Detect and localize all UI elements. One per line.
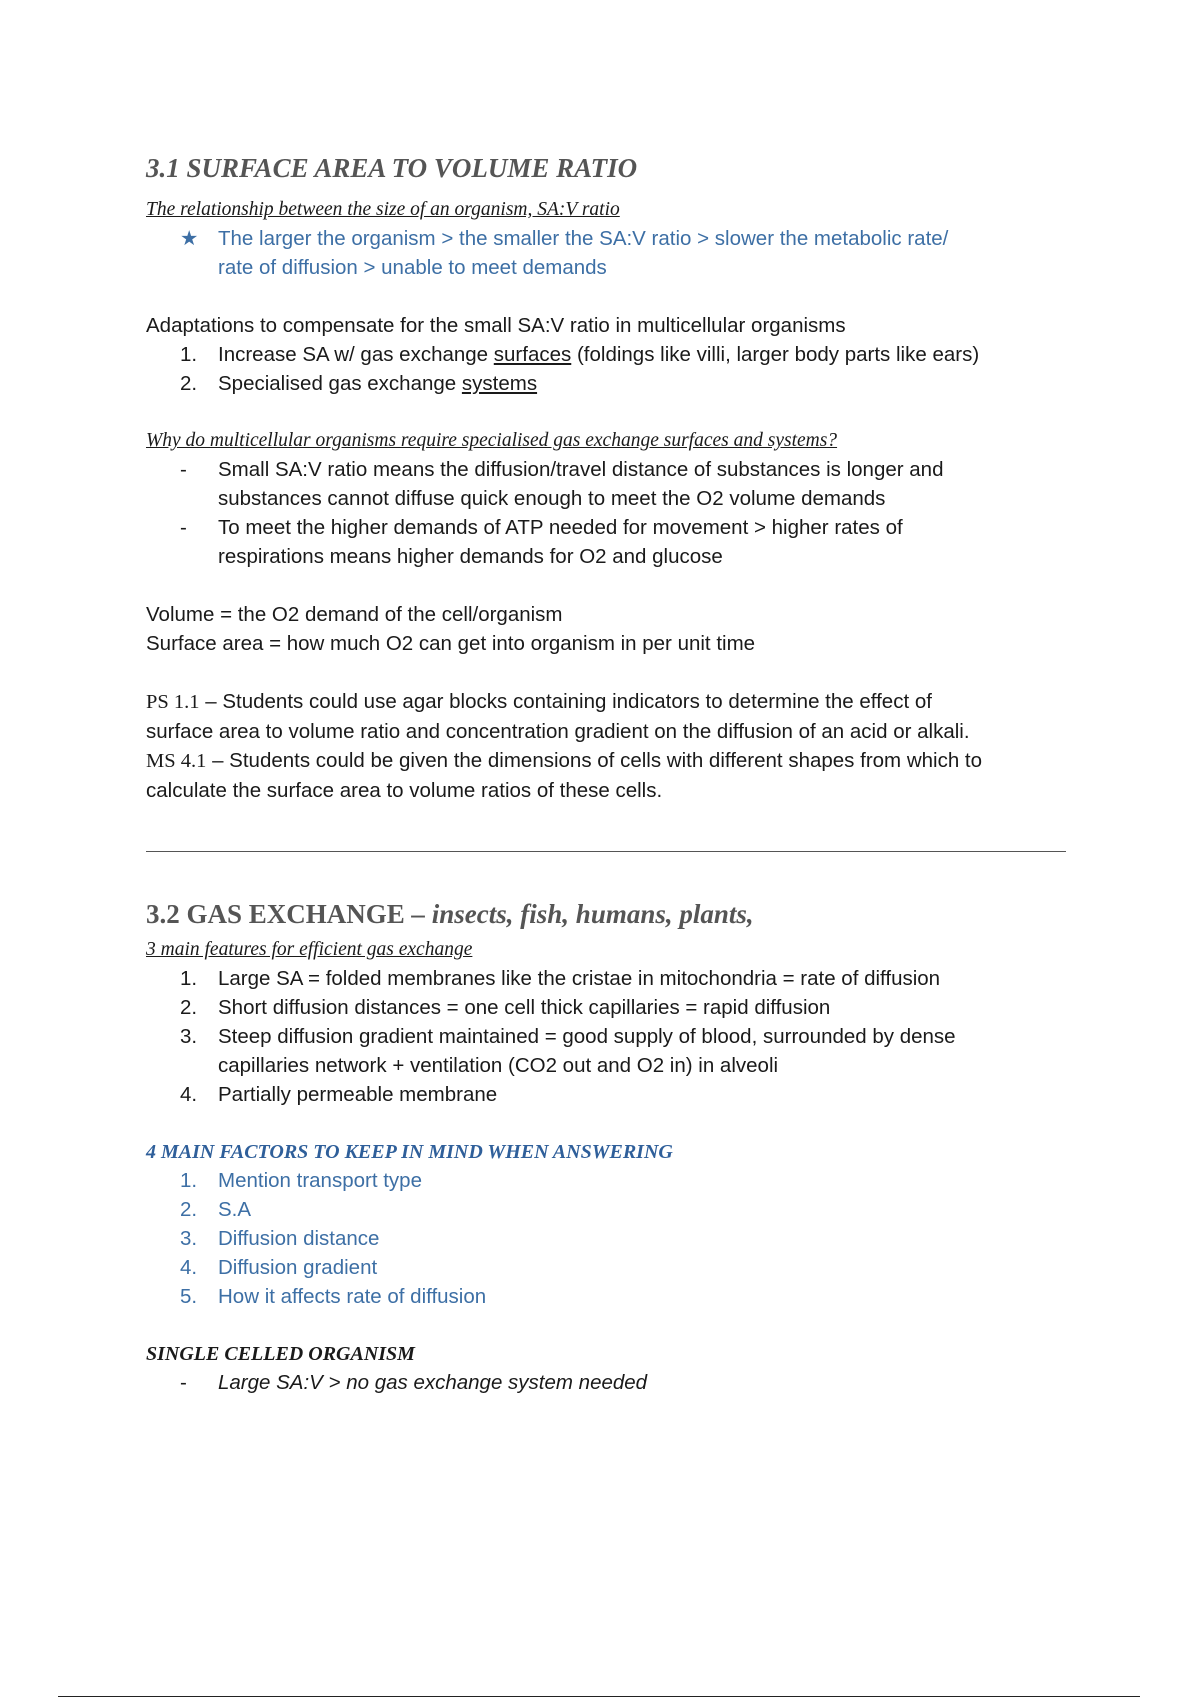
- adaptations-intro: Adaptations to compensate for the small SA:V ratio in multicellular organisms: [146, 314, 846, 337]
- list-text: Short diffusion distances = one cell thick capillaries = rapid diffusion: [218, 996, 831, 1019]
- ps-line2: surface area to volume ratio and concentration gradient on the diffusion of an acid or alkali.: [146, 720, 970, 743]
- volume-definition: Volume = the O2 demand of the cell/organism: [146, 603, 563, 626]
- list-number: 1.: [180, 967, 198, 990]
- list-text: S.A: [218, 1198, 252, 1221]
- list-item: [146, 1282, 1066, 1311]
- ps-line1: – Students could use agar blocks containing indicators to determine the effect of: [199, 690, 932, 713]
- star-item-line2: rate of diffusion > unable to meet demands: [218, 256, 607, 279]
- star-icon: ★: [180, 227, 199, 250]
- ps-code: PS 1.1: [146, 691, 200, 713]
- ms-line2: calculate the surface area to volume ratios of these cells.: [146, 779, 663, 802]
- star-item-line1: The larger the organism > the smaller the SA:V ratio > slower the metabolic rate/: [218, 227, 949, 250]
- dash-marker: -: [180, 458, 187, 481]
- underlined-text: systems: [461, 372, 538, 395]
- surface-area-definition: Surface area = how much O2 can get into organism in per unit time: [146, 632, 756, 655]
- list-item: [146, 1022, 1066, 1080]
- document-page: [146, 150, 1066, 1397]
- list-item: [146, 369, 1066, 398]
- list-number: 4.: [180, 1256, 198, 1279]
- list-item: [146, 1253, 1066, 1282]
- list-number: 4.: [180, 1083, 198, 1106]
- list-number: 1.: [180, 1169, 198, 1192]
- list-item: [146, 455, 1066, 513]
- underlined-text: surfaces: [493, 343, 572, 366]
- section-title-sub: – insects, fish, humans, plants,: [404, 899, 754, 929]
- page-bottom-rule: [58, 1696, 1140, 1697]
- list-item: [146, 1224, 1066, 1253]
- dash-marker: -: [180, 516, 187, 539]
- list-text: Diffusion distance: [218, 1227, 380, 1250]
- list-text: substances cannot diffuse quick enough to meet the O2 volume demands: [218, 487, 886, 510]
- list-text: Large SA = folded membranes like the cristae in mitochondria = rate of diffusion: [218, 967, 941, 990]
- factors-heading: 4 MAIN FACTORS TO KEEP IN MIND WHEN ANSWERING: [146, 1141, 673, 1163]
- section-title-main: 3.2 GAS EXCHANGE: [146, 899, 405, 929]
- list-item: [146, 513, 1066, 571]
- list-number: 2.: [180, 1198, 198, 1221]
- section-title-3-2: [146, 896, 1066, 932]
- list-text: Mention transport type: [218, 1169, 422, 1192]
- subheading-size-relationship: The relationship between the size of an organism, SA:V ratio: [146, 199, 620, 220]
- ps-note: [146, 687, 1066, 805]
- single-celled-list: [146, 1368, 1066, 1397]
- star-list: [146, 224, 1066, 282]
- list-text: Increase SA w/ gas exchange: [218, 343, 494, 366]
- list-number: 5.: [180, 1285, 198, 1308]
- ms-line1: – Students could be given the dimensions of cells with different shapes from which to: [206, 749, 983, 772]
- list-item: [146, 993, 1066, 1022]
- list-number: 2.: [180, 996, 198, 1019]
- list-text: Steep diffusion gradient maintained = good supply of blood, surrounded by dense: [218, 1025, 956, 1048]
- list-item: [146, 340, 1066, 369]
- list-text: To meet the higher demands of ATP needed for movement > higher rates of: [218, 516, 903, 539]
- list-item: [146, 1195, 1066, 1224]
- list-text: Partially permeable membrane: [218, 1083, 498, 1106]
- dash-marker: -: [180, 1371, 187, 1394]
- list-text: respirations means higher demands for O2 and glucose: [218, 545, 723, 568]
- list-text: Large SA:V > no gas exchange system needed: [218, 1371, 648, 1394]
- list-number: 3.: [180, 1227, 198, 1250]
- features-list: [146, 964, 1066, 1109]
- list-item: [146, 964, 1066, 993]
- list-item: [146, 1080, 1066, 1109]
- adaptations-list: [146, 340, 1066, 1397]
- subheading-main-features: 3 main features for efficient gas exchange: [146, 939, 473, 960]
- subheading-why-specialised: Why do multicellular organisms require specialised gas exchange surfaces and systems?: [146, 430, 838, 451]
- ms-code: MS 4.1: [146, 750, 207, 772]
- section-title-3-1: 3.1 SURFACE AREA TO VOLUME RATIO: [146, 153, 638, 183]
- single-celled-heading: SINGLE CELLED ORGANISM: [146, 1343, 415, 1365]
- list-item: [146, 1368, 1066, 1397]
- list-text: Small SA:V ratio means the diffusion/travel distance of substances is longer and: [218, 458, 944, 481]
- reasons-list: [146, 455, 1066, 571]
- list-text: capillaries network + ventilation (CO2 out and O2 in) in alveoli: [218, 1054, 779, 1077]
- list-text: Diffusion gradient: [218, 1256, 378, 1279]
- list-text: (foldings like villi, larger body parts like ears): [571, 343, 980, 366]
- list-text: How it affects rate of diffusion: [218, 1285, 487, 1308]
- list-text: Specialised gas exchange: [218, 372, 462, 395]
- list-number: 3.: [180, 1025, 198, 1048]
- star-list-item: [146, 224, 1066, 282]
- list-number: 2.: [180, 372, 198, 395]
- list-number: 1.: [180, 343, 198, 366]
- list-item: [146, 1166, 1066, 1195]
- factors-list: [146, 1166, 1066, 1311]
